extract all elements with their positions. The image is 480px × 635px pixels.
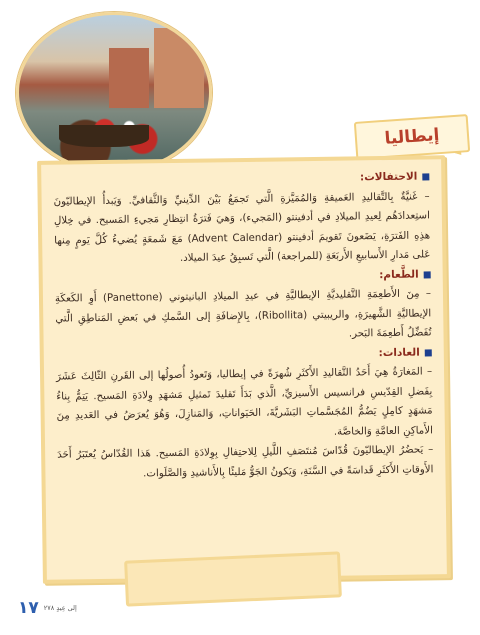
section-heading-celebrations: الاحتفالات: <box>53 167 429 192</box>
paragraph-customs-nativity: – المَغارَةُ هِيَ أَحَدُ التَّقاليدِ الأَكثَرِ شُهرَةً في إيطاليا، وَتَعودُ أُصولُها إلى القَرنِ الثّالِثَ عَشَرَ بِفَضلِ القِدّيسِ فرانسيس الأَسيزيِّ، الَّذي بَدَأَ تَقليدَ تَمثيلِ مَشهَدِ وِلادَةِ المَسيح. يَتِمُّ بِناءُ مَشهَدٍ كامِلٍ يَضُمُّ المُجَسَّماتِ البَشَريَّةَ، الحَيَواناتِ، وَالمَنازِلَ، وَهُوَ يُعرَضُ في العَديدِ مِنَ الأَماكِنِ العامَّةِ وَالخاصَّة. <box>56 366 433 438</box>
bullet-square-icon <box>425 349 432 356</box>
paragraph-customs-mass: – يَحضُرُ الإيطاليّونَ قُدّاسَ مُنتَصَفِ اللَّيلِ لِلاحتِفالِ بِوِلادَةِ المَسيح. هَذا القُدّاسُ يُعتَبَرُ أَحَدَ الأَوقاتِ الأَكثَرِ قَداسَةً في السَّنَةِ، وَيَكونُ الجَوُّ مَليئًا بِالأَناشيدِ وَالصَّلَوات. <box>57 444 434 479</box>
bullet-square-icon <box>422 174 429 181</box>
page-title: إيطاليا <box>383 125 441 149</box>
content-card <box>37 155 451 584</box>
title-banner <box>354 114 470 160</box>
page-footer <box>18 598 77 618</box>
section-heading-food: الطَّعام: <box>55 265 431 290</box>
content-text <box>53 167 433 484</box>
section-heading-customs: العادات: <box>56 343 432 368</box>
venice-santa-boat-photo <box>16 12 212 173</box>
bullet-square-icon <box>424 271 431 278</box>
card-bottom-tab <box>124 551 342 606</box>
footer-label: إلى عِيدٍ ٢٧٨ <box>43 604 77 612</box>
page-number: ١٧ <box>18 598 39 618</box>
paragraph-celebrations: – غَنيَّةٌ بِالتَّقاليدِ العَميقةِ وَالمُمَيَّزةِ الَّتي تَجمَعُ بَيْنَ الدِّينيِّ وَالثَّقافيِّ. وَيَبدأُ الإيطاليّونَ استِعدادَهُم لِعيدِ الميلادِ في أدفينتو (المَجيء)، وَهيَ فَترَةُ انتِظارِ مَجيءِ المَسيح. في خِلالِ هذِهِ الفَترَةِ، يَضَعونَ تَقويمَ أدفينتو (Advent Calendar) مَعَ شَمعَةٍ يُضيءُ كُلَّ يَومٍ مِنها عَلى مَدارِ الأَسابيعِ الأَربَعَةِ (للمراجعة) الَّتي تَسبِقُ عيدَ الميلاد. <box>53 190 431 264</box>
paragraph-food: – مِنَ الأَطعِمَةِ التَّقليديَّةِ الإيطاليَّةِ في عيدِ الميلادِ البانيتوني (Panettone) أَوِ الكَعكَةِ الإيطاليَّةِ الشَّهيرَةِ، والريبيتي (Ribollita)، بِالإِضافَةِ إلى السَّمكِ في بَعضِ المَناطِقِ الَّتي تُفَضِّلُ أَطعِمَةَ البَحر. <box>54 288 432 340</box>
